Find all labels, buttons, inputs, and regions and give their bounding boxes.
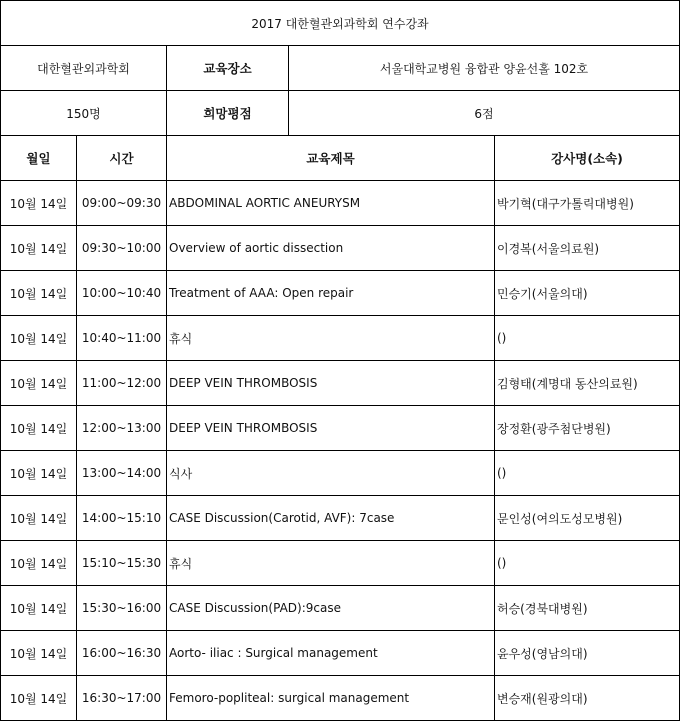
subject-cell: DEEP VEIN THROMBOSIS <box>167 361 495 406</box>
header-time: 시간 <box>77 136 167 181</box>
header-lecturer: 강사명(소속) <box>495 136 680 181</box>
lecturer-cell: () <box>495 541 680 586</box>
date-cell: 10월 14일 <box>1 631 77 676</box>
subject-cell: Aorto- iliac : Surgical management <box>167 631 495 676</box>
time-cell: 09:00~09:30 <box>77 181 167 226</box>
table-row <box>1 541 680 586</box>
subject-cell: Treatment of AAA: Open repair <box>167 271 495 316</box>
time-cell: 12:00~13:00 <box>77 406 167 451</box>
date-cell: 10월 14일 <box>1 496 77 541</box>
venue-label: 교육장소 <box>167 46 289 91</box>
header-row <box>1 136 680 181</box>
table-row <box>1 496 680 541</box>
score-value: 6점 <box>289 91 680 136</box>
date-cell: 10월 14일 <box>1 406 77 451</box>
table-row <box>1 316 680 361</box>
table-row <box>1 631 680 676</box>
lecturer-cell: 문인성(여의도성모병원) <box>495 496 680 541</box>
info-row-capacity <box>1 91 680 136</box>
date-cell: 10월 14일 <box>1 361 77 406</box>
lecturer-cell: () <box>495 316 680 361</box>
table-row <box>1 586 680 631</box>
subject-cell: CASE Discussion(Carotid, AVF): 7case <box>167 496 495 541</box>
time-cell: 16:00~16:30 <box>77 631 167 676</box>
subject-cell: CASE Discussion(PAD):9case <box>167 586 495 631</box>
lecturer-cell: 변승재(원광의대) <box>495 676 680 721</box>
lecturer-cell: 민승기(서울의대) <box>495 271 680 316</box>
date-cell: 10월 14일 <box>1 676 77 721</box>
date-cell: 10월 14일 <box>1 316 77 361</box>
organizer-cell: 대한혈관외과학회 <box>1 46 167 91</box>
table-row <box>1 226 680 271</box>
score-label: 희망평점 <box>167 91 289 136</box>
subject-cell: Femoro-popliteal: surgical management <box>167 676 495 721</box>
venue-value: 서울대학교병원 융합관 양윤선홀 102호 <box>289 46 680 91</box>
subject-cell: DEEP VEIN THROMBOSIS <box>167 406 495 451</box>
table-row <box>1 451 680 496</box>
time-cell: 15:30~16:00 <box>77 586 167 631</box>
header-subject: 교육제목 <box>167 136 495 181</box>
subject-cell: 휴식 <box>167 541 495 586</box>
subject-cell: Overview of aortic dissection <box>167 226 495 271</box>
lecturer-cell: 김형태(계명대 동산의료원) <box>495 361 680 406</box>
lecturer-cell: 허승(경북대병원) <box>495 586 680 631</box>
time-cell: 13:00~14:00 <box>77 451 167 496</box>
subject-cell: 식사 <box>167 451 495 496</box>
date-cell: 10월 14일 <box>1 586 77 631</box>
date-cell: 10월 14일 <box>1 271 77 316</box>
subject-cell: 휴식 <box>167 316 495 361</box>
capacity-value: 150명 <box>1 91 167 136</box>
table-row <box>1 676 680 721</box>
title-row <box>1 1 680 46</box>
lecturer-cell: () <box>495 451 680 496</box>
time-cell: 10:00~10:40 <box>77 271 167 316</box>
lecturer-cell: 윤우성(영남의대) <box>495 631 680 676</box>
time-cell: 10:40~11:00 <box>77 316 167 361</box>
date-cell: 10월 14일 <box>1 181 77 226</box>
date-cell: 10월 14일 <box>1 541 77 586</box>
info-row-venue <box>1 46 680 91</box>
lecturer-cell: 이경복(서울의료원) <box>495 226 680 271</box>
time-cell: 15:10~15:30 <box>77 541 167 586</box>
subject-cell: ABDOMINAL AORTIC ANEURYSM <box>167 181 495 226</box>
time-cell: 09:30~10:00 <box>77 226 167 271</box>
table-row <box>1 361 680 406</box>
date-cell: 10월 14일 <box>1 226 77 271</box>
lecturer-cell: 박기혁(대구가톨릭대병원) <box>495 181 680 226</box>
table-row <box>1 271 680 316</box>
document-title: 2017 대한혈관외과학회 연수강좌 <box>1 1 680 46</box>
lecturer-cell: 장정환(광주첨단병원) <box>495 406 680 451</box>
table-row <box>1 406 680 451</box>
table-row <box>1 181 680 226</box>
header-date: 월일 <box>1 136 77 181</box>
time-cell: 11:00~12:00 <box>77 361 167 406</box>
time-cell: 14:00~15:10 <box>77 496 167 541</box>
time-cell: 16:30~17:00 <box>77 676 167 721</box>
date-cell: 10월 14일 <box>1 451 77 496</box>
